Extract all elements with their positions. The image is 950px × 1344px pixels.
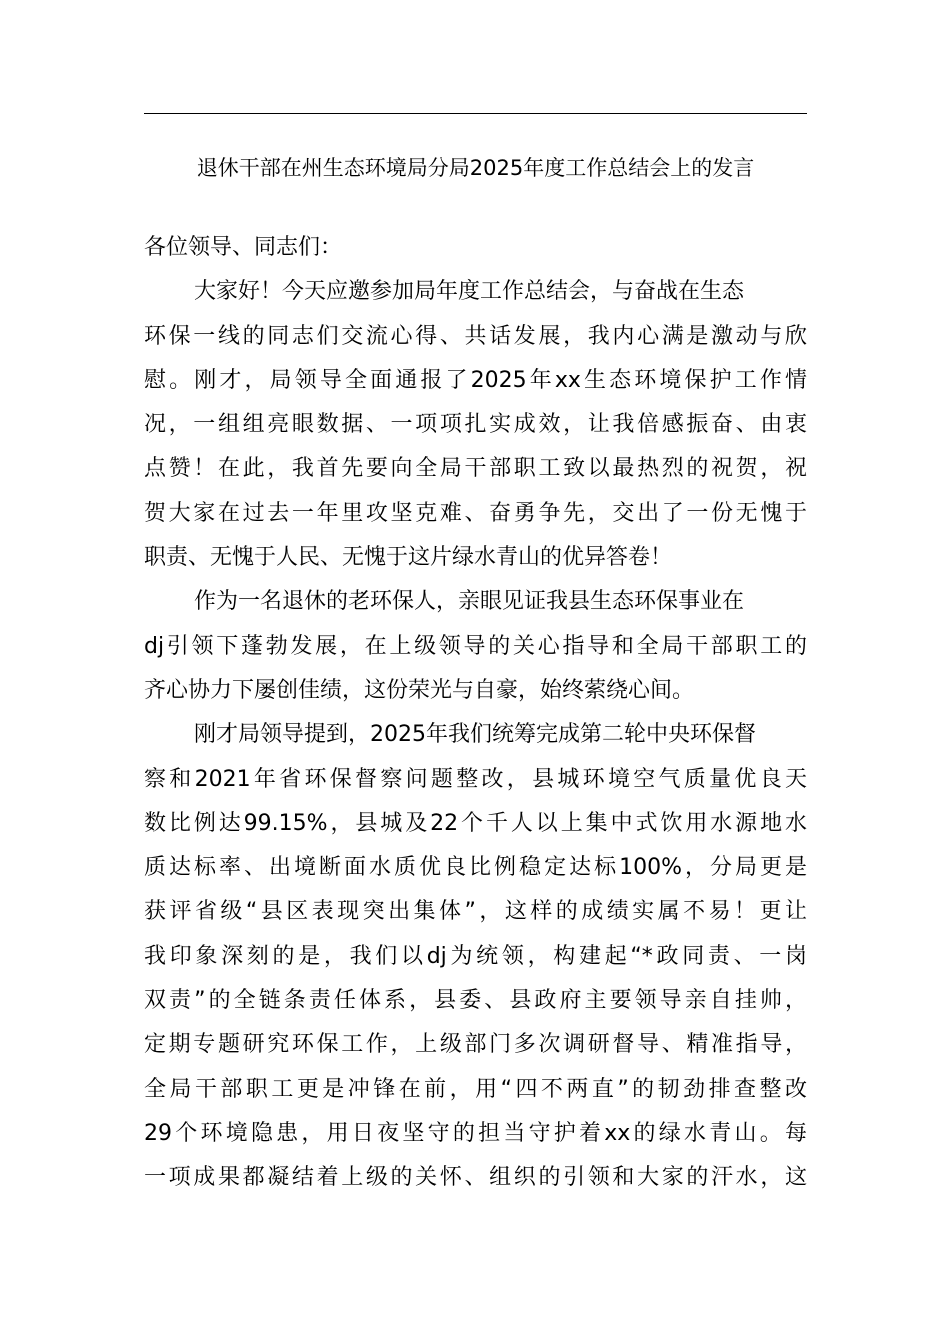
paragraph-line: dj引领下蓬勃发展，在上级领导的关心指导和全局干部职工的 — [144, 633, 807, 659]
paragraph-line: 况，一组组亮眼数据、一项项扎实成效，让我倍感振奋、由衷 — [144, 412, 807, 438]
paragraph-2 — [144, 580, 807, 713]
paragraph-line: 职责、无愧于人民、无愧于这片绿水青山的优异答卷！ — [144, 545, 673, 571]
paragraph-line: 点赞！在此，我首先要向全局干部职工致以最热烈的祝贺，祝 — [144, 456, 807, 482]
paragraph-line: 质达标率、出境断面水质优良比例稳定达标100%，分局更是 — [144, 855, 807, 881]
document-title: 退休干部在州生态环境局分局2025年度工作总结会上的发言 — [196, 156, 755, 180]
paragraph-line: 慰。刚才，局领导全面通报了2025年xx生态环境保护工作情 — [144, 367, 807, 393]
paragraph-line: 环保一线的同志们交流心得、共话发展，我内心满是激动与欣 — [144, 323, 807, 349]
paragraph-line: 定期专题研究环保工作，上级部门多次调研督导、精准指导， — [144, 1032, 807, 1058]
paragraph-line: 获评省级“县区表现突出集体”，这样的成绩实属不易！更让 — [144, 899, 807, 925]
document-body — [144, 226, 807, 1201]
paragraph-line: 一项成果都凝结着上级的关怀、组织的引领和大家的汗水，这 — [144, 1165, 807, 1191]
paragraph-line: 大家好！今天应邀参加局年度工作总结会，与奋战在生态 — [194, 279, 745, 305]
paragraph-line: 作为一名退休的老环保人，亲眼见证我县生态环保事业在 — [194, 589, 745, 615]
paragraph-line: 察和2021年省环保督察问题整改，县城环境空气质量优良天 — [144, 766, 807, 792]
paragraph-3 — [144, 713, 807, 1200]
paragraph-line: 数比例达99.15%，县城及22个千人以上集中式饮用水源地水 — [144, 810, 807, 836]
paragraph-line: 29个环境隐患，用日夜坚守的担当守护着xx的绿水青山。每 — [144, 1120, 807, 1146]
paragraph-1 — [144, 270, 807, 580]
paragraph-line: 齐心协力下屡创佳绩，这份荣光与自豪，始终萦绕心间。 — [144, 677, 695, 703]
paragraph-line: 我印象深刻的是，我们以dj为统领，构建起“*政同责、一岗 — [144, 943, 807, 969]
salutation: 各位领导、同志们： — [144, 235, 343, 260]
header-rule — [144, 113, 807, 114]
paragraph-line: 全局干部职工更是冲锋在前，用“四不两直”的韧劲排查整改 — [144, 1076, 807, 1102]
paragraph-line: 双责”的全链条责任体系，县委、县政府主要领导亲自挂帅， — [144, 988, 807, 1014]
paragraph-line: 刚才局领导提到，2025年我们统筹完成第二轮中央环保督 — [194, 722, 756, 748]
paragraph-line: 贺大家在过去一年里攻坚克难、奋勇争先，交出了一份无愧于 — [144, 500, 807, 526]
